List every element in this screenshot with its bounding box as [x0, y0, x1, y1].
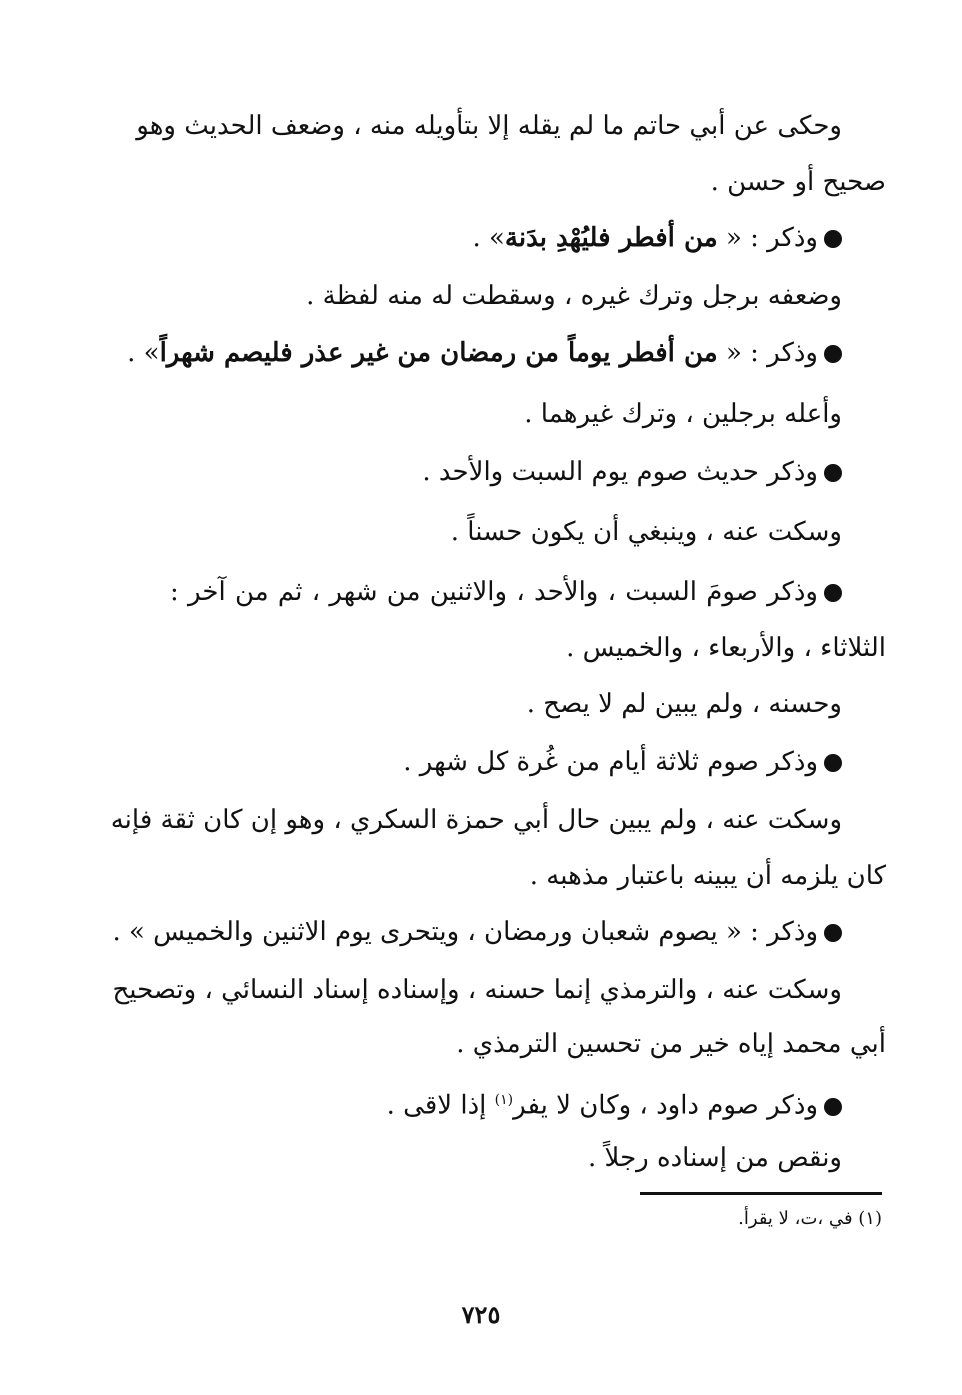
bullet-entry — [0, 452, 962, 492]
text-line: وضعفه برجل وترك غيره ، وسقطت له منه لفظة . — [306, 281, 842, 311]
text-line: وسكت عنه ، وينبغي أن يكون حسناً . — [450, 517, 842, 547]
entry-prefix: وذكر صوم داود ، وكان لا يفر — [513, 1090, 818, 1121]
text-line: أبي محمد إياه خير من تحسين الترمذي . — [456, 1029, 886, 1059]
hadith-quote: من أفطر يوماً من رمضان من غير عذر فليصم شهراً — [159, 338, 718, 368]
footnote: (١) في ،ت، لا يقرأ. — [738, 1208, 882, 1229]
text-line: وسكت عنه ، والترمذي إنما حسنه ، وإسناده إسناد النسائي ، وتصحيح — [112, 975, 842, 1005]
bullet-entry — [0, 218, 962, 258]
footnote-divider — [640, 1192, 882, 1195]
entry-suffix: » . — [127, 338, 160, 368]
text-line: ونقص من إسناده رجلاً . — [588, 1143, 842, 1173]
text-line: وحسنه ، ولم يبين لم لا يصح . — [526, 689, 842, 719]
bullet-entry — [0, 333, 962, 373]
bullet-entry — [0, 742, 962, 782]
bullet-icon — [824, 345, 842, 363]
footnote-ref: (١) — [494, 1092, 514, 1108]
entry-text: وذكر صومَ السبت ، والأحد ، والاثنين من شهر ، ثم من آخر : — [170, 577, 818, 607]
text-line: كان يلزمه أن يبينه باعتبار مذهبه . — [529, 861, 886, 891]
text-line: صحيح أو حسن . — [710, 167, 886, 197]
entry-prefix: وذكر : « — [725, 338, 818, 368]
bullet-entry — [0, 912, 962, 952]
text-line: وحكى عن أبي حاتم ما لم يقله إلا بتأويله منه ، وضعف الحديث وهو — [136, 111, 842, 141]
entry-text: وذكر : « يصوم شعبان ورمضان ، ويتحرى يوم الاثنين والخميس » . — [112, 917, 818, 947]
text-line: وأعله برجلين ، وترك غيرهما . — [524, 399, 842, 429]
bullet-entry — [0, 1080, 962, 1126]
page-number: ٧٢٥ — [461, 1300, 501, 1329]
text-line: الثلاثاء ، والأربعاء ، والخميس . — [566, 633, 886, 663]
bullet-icon — [824, 230, 842, 248]
entry-text: وذكر صوم ثلاثة أيام من غُرة كل شهر . — [403, 747, 818, 777]
entry-text: وذكر حديث صوم يوم السبت والأحد . — [422, 457, 818, 487]
entry-prefix: وذكر : « — [725, 223, 818, 253]
bullet-icon — [824, 924, 842, 942]
bullet-icon — [824, 464, 842, 482]
hadith-quote: من أفطر فليُهْدِ بدَنة — [504, 223, 718, 253]
bullet-icon — [824, 754, 842, 772]
bullet-icon — [824, 584, 842, 602]
text-line: وسكت عنه ، ولم يبين حال أبي حمزة السكري ، وهو إن كان ثقة فإنه — [110, 805, 842, 835]
bullet-entry — [0, 572, 962, 612]
entry-suffix: » . — [472, 223, 505, 253]
entry-suffix: إذا لاقى . — [386, 1090, 495, 1121]
bullet-icon — [824, 1098, 842, 1116]
